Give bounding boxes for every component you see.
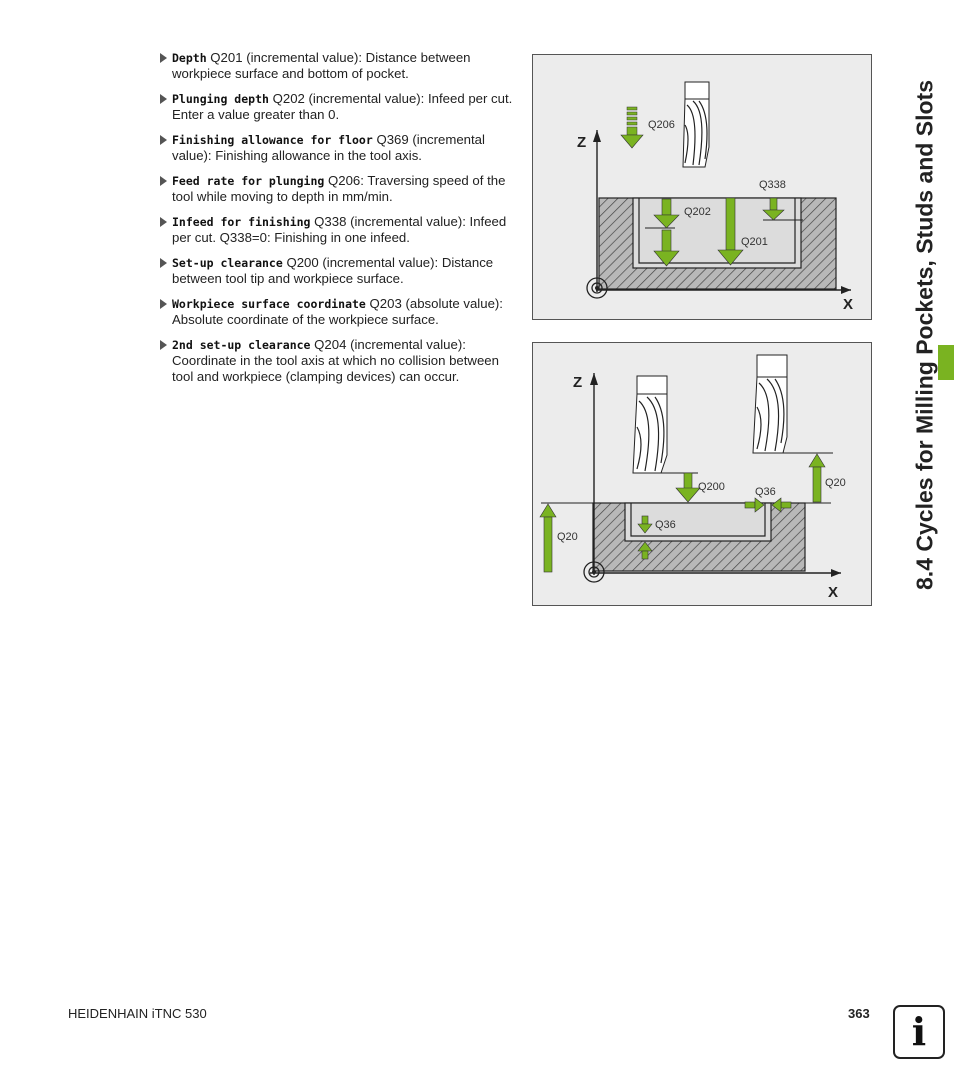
end-mill-tool-left-icon — [633, 376, 667, 473]
figure-pocket-depth — [532, 54, 872, 320]
second-clearance-arrow-icon — [809, 454, 825, 502]
axis-label-x: X — [828, 584, 839, 601]
feed-rate-arrow-icon — [621, 107, 643, 148]
param-infeed-finishing: Infeed for finishing Q338 (incremental value): Infeed per cut. Q338=0: Finishing in one infeed. — [158, 214, 518, 246]
z-axis-arrow-icon — [590, 373, 598, 385]
bullet-arrow-icon — [160, 176, 167, 186]
info-icon — [893, 1005, 945, 1059]
page-number: 363 — [848, 1006, 870, 1021]
footer-manual-title: HEIDENHAIN iTNC 530 — [68, 1006, 207, 1021]
bullet-arrow-icon — [160, 53, 167, 63]
info-glyph: i — [911, 1009, 927, 1054]
chapter-title: 8.4 Cycles for Milling Pockets, Studs and Slots — [911, 80, 938, 590]
bullet-arrow-icon — [160, 258, 167, 268]
end-mill-tool-right-icon — [753, 355, 787, 453]
label-q338: Q338 — [759, 179, 786, 191]
surface-coordinate-arrow-icon — [540, 504, 556, 572]
label-q36-inner: Q36 — [655, 519, 676, 531]
param-2nd-setup-clearance: 2nd set-up clearance Q204 (incremental value): Coordinate in the tool axis at which no collision between tool and workpiece (clamping devices) can occur. — [158, 337, 518, 385]
x-axis-arrow-icon — [841, 286, 851, 294]
param-setup-clearance: Set-up clearance Q200 (incremental value): Distance between tool tip and workpiece surface. — [158, 255, 518, 287]
param-finishing-allowance: Finishing allowance for floor Q369 (incremental value): Finishing allowance in the tool axis. — [158, 132, 518, 164]
param-depth: Depth Q201 (incremental value): Distance between workpiece surface and bottom of pocket. — [158, 50, 518, 82]
figure-setup-clearance — [532, 342, 872, 606]
param-plunging-depth: Plunging depth Q202 (incremental value): Infeed per cut. Enter a value greater than 0. — [158, 91, 518, 123]
bullet-arrow-icon — [160, 299, 167, 309]
label-q202: Q202 — [684, 206, 711, 218]
label-q20-right: Q20 — [825, 477, 846, 489]
axis-label-z: Z — [573, 374, 583, 391]
x-axis-arrow-icon — [831, 569, 841, 577]
figure-1-drawing — [533, 55, 871, 319]
figure-2-drawing — [533, 343, 871, 605]
chapter-accent-bar — [938, 345, 954, 380]
param-workpiece-surface: Workpiece surface coordinate Q203 (absolute value): Absolute coordinate of the workpiece surface. — [158, 296, 518, 328]
z-axis-arrow-icon — [593, 130, 601, 142]
param-feed-rate: Feed rate for plunging Q206: Traversing speed of the tool while moving to depth in mm/min. — [158, 173, 518, 205]
setup-clearance-arrow-icon — [676, 473, 700, 502]
end-mill-tool-icon — [683, 82, 709, 167]
axis-label-x: X — [843, 296, 854, 313]
label-q206: Q206 — [648, 119, 675, 131]
label-q200: Q200 — [698, 481, 725, 493]
parameter-list — [158, 50, 518, 394]
label-q36-top: Q36 — [755, 486, 776, 498]
label-q20-left: Q20 — [557, 531, 578, 543]
bullet-arrow-icon — [160, 340, 167, 350]
bullet-arrow-icon — [160, 217, 167, 227]
bullet-arrow-icon — [160, 94, 167, 104]
bullet-arrow-icon — [160, 135, 167, 145]
axis-label-z: Z — [577, 134, 587, 151]
label-q201: Q201 — [741, 236, 768, 248]
